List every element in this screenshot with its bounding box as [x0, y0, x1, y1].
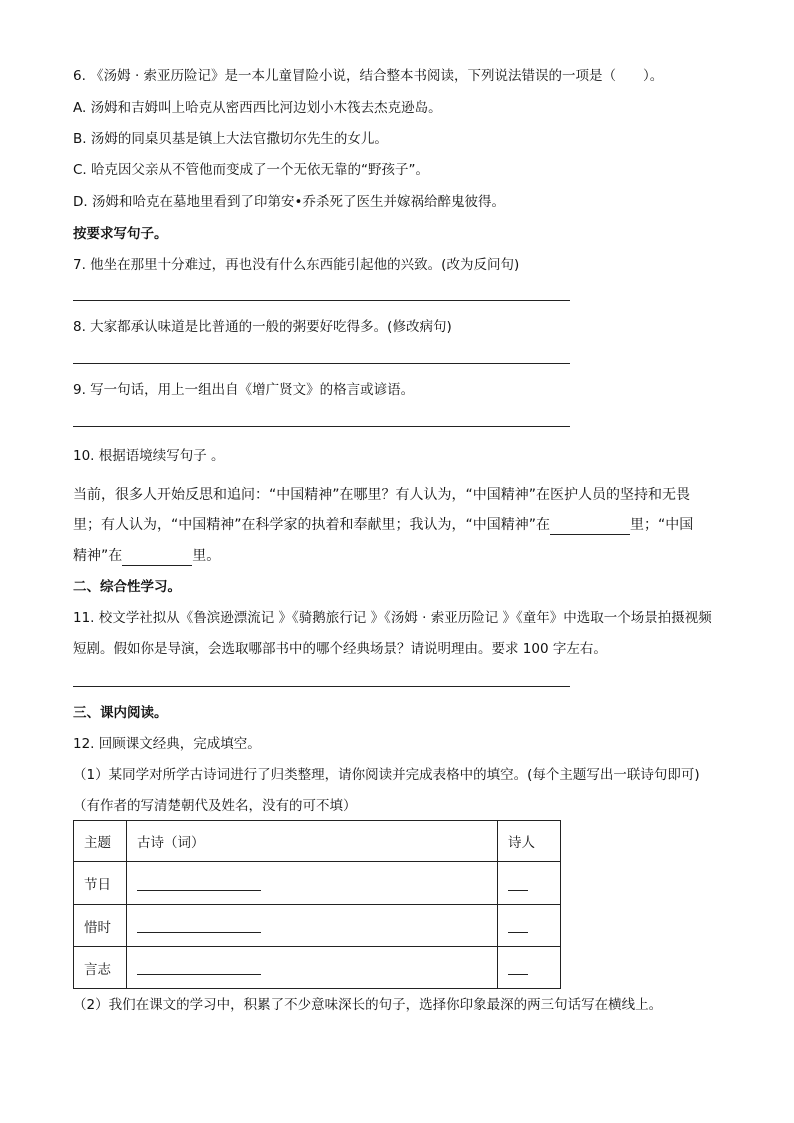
q6-option-d[interactable]: D. 汤姆和哈克在墓地里看到了印第安•乔杀死了医生并嫁祸给醉鬼彼得。 — [73, 194, 505, 210]
q10-line2-text-a: 里；有人认为，“中国精神”在科学家的执着和奉献里；我认为，“中国精神”在 — [73, 517, 551, 533]
q10-line2-text-b: 里；“中国 — [630, 517, 694, 533]
q11-line-1: 11. 校文学社拟从《鲁滨逊漂流记 》《骑鹅旅行记 》《汤姆 · 索亚历险记 》《童年》中选取一个场景拍摄视频 — [73, 610, 712, 626]
poem-blank-cell[interactable] — [127, 862, 498, 905]
q8-text: 8. 大家都承认味道是比普通的一般的粥要好吃得多。(修改病句) — [73, 319, 452, 335]
section-heading-2: 二、综合性学习。 — [73, 579, 181, 595]
q12-sub2: （2）我们在课文的学习中，积累了不少意味深长的句子，选择你印象最深的两三句话写在横线上。 — [73, 997, 663, 1013]
q6-option-b[interactable]: B. 汤姆的同桌贝基是镇上大法官撒切尔先生的女儿。 — [73, 131, 388, 147]
poet-blank-cell[interactable] — [498, 862, 561, 905]
q6-option-a[interactable]: A. 汤姆和吉姆叫上哈克从密西西比河边划小木筏去杰克逊岛。 — [73, 100, 442, 116]
q12-sub1-line-2: （有作者的写清楚朝代及姓名，没有的可不填） — [73, 798, 357, 814]
row-theme: 言志 — [74, 947, 127, 989]
q12-stem: 12. 回顾课文经典，完成填空。 — [73, 736, 261, 752]
poet-blank-cell[interactable] — [498, 947, 561, 989]
section-heading-rewrite: 按要求写句子。 — [73, 226, 168, 242]
table-row — [74, 862, 561, 905]
table-row — [74, 905, 561, 947]
poet-blank-line[interactable] — [508, 876, 528, 891]
poem-blank-line[interactable] — [137, 960, 261, 975]
q7-answer-line[interactable] — [73, 300, 570, 301]
q10-passage-line-3 — [73, 547, 220, 566]
q10-line3-text-a: 精神”在 — [73, 548, 123, 564]
q10-stem: 10. 根据语境续写句子 。 — [73, 448, 225, 464]
q7-text: 7. 他坐在那里十分难过，再也没有什么东西能引起他的兴致。(改为反问句) — [73, 257, 520, 273]
poet-blank-line[interactable] — [508, 960, 528, 975]
q11-line-2: 短剧。假如你是导演，会选取哪部书中的哪个经典场景？请说明理由。要求 100 字左右。 — [73, 641, 607, 657]
poem-blank-line[interactable] — [137, 876, 261, 891]
q10-blank-1[interactable] — [550, 516, 630, 535]
poem-blank-cell[interactable] — [127, 905, 498, 947]
poet-blank-line[interactable] — [508, 918, 528, 933]
table-header-row — [74, 821, 561, 862]
q6-stem: 6. 《汤姆 · 索亚历险记》是一本儿童冒险小说，结合整本书阅读，下列说法错误的一项是（ ）。 — [73, 68, 664, 84]
q9-text: 9. 写一句话，用上一组出自《增广贤文》的格言或谚语。 — [73, 382, 415, 398]
q10-line3-text-b: 里。 — [192, 548, 221, 564]
q8-answer-line[interactable] — [73, 363, 570, 364]
poem-blank-line[interactable] — [137, 918, 261, 933]
table-row — [74, 947, 561, 989]
q6-option-c[interactable]: C. 哈克因父亲从不管他而变成了一个无依无靠的“野孩子”。 — [73, 162, 429, 178]
q10-passage-line-1: 当前，很多人开始反思和追问：“中国精神”在哪里？有人认为，“中国精神”在医护人员的坚持和无畏 — [73, 487, 691, 503]
row-theme: 节日 — [74, 862, 127, 905]
row-theme: 惜时 — [74, 905, 127, 947]
header-poem: 古诗（词） — [127, 821, 498, 862]
q12-sub1-line-1: （1）某同学对所学古诗词进行了归类整理，请你阅读并完成表格中的填空。(每个主题写出一联诗句即可) — [73, 767, 700, 783]
section-heading-3: 三、课内阅读。 — [73, 705, 168, 721]
q10-blank-2[interactable] — [122, 547, 192, 566]
poem-blank-cell[interactable] — [127, 947, 498, 989]
q10-passage-line-2 — [73, 516, 693, 535]
header-poet: 诗人 — [498, 821, 561, 862]
poem-table — [73, 820, 561, 989]
poet-blank-cell[interactable] — [498, 905, 561, 947]
header-theme: 主题 — [74, 821, 127, 862]
q9-answer-line[interactable] — [73, 426, 570, 427]
q11-answer-line[interactable] — [73, 686, 570, 687]
